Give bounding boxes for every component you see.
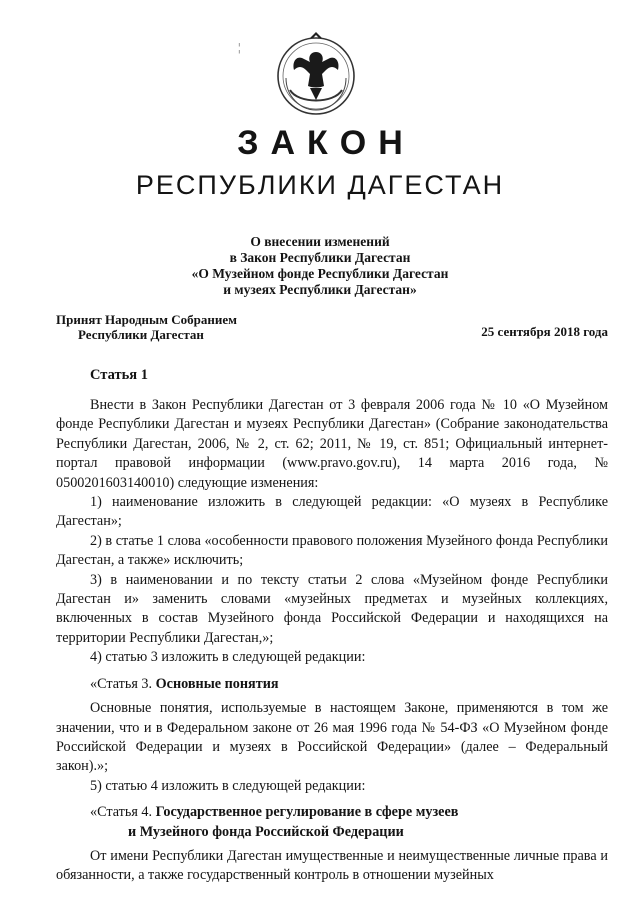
subtitle-line: «О Музейном фонде Республики Дагестан xyxy=(191,266,449,281)
paragraph: 4) статью 3 изложить в следующей редакции: xyxy=(90,649,366,666)
quoted-article-title: Государственное регулирование в сфере музеев xyxy=(155,804,459,821)
subtitle-line: О внесении изменений xyxy=(250,234,390,249)
adoption-line: Республики Дагестан xyxy=(78,327,204,342)
law-subtitle xyxy=(0,234,640,298)
article-body xyxy=(56,396,608,886)
paragraph: 3) в наименовании и по тексту статьи 2 слова «Музейном фонде Республики Дагестан и» заменить словами «музейных предметах и музейных коллекциях, включенных в состав Музейного фонда Российской Федерации и находящихся на территории Республики Дагестан,»; xyxy=(56,571,608,646)
quoted-article-heading xyxy=(56,675,608,694)
coat-of-arms-emblem xyxy=(270,30,362,118)
quoted-article-heading xyxy=(56,803,608,842)
paragraph: 1) наименование изложить в следующей редакции: «О музеях в Республике Дагестан»; xyxy=(56,494,608,530)
paragraph: Внести в Закон Республики Дагестан от 3 февраля 2006 года № 10 «О Музейном фонде Республики Дагестан и музеях Республики Дагестан» (Собрание законодательства Республики Дагестан, 2006, № 2, ст. 62; 2011, № 19, ст. 851; Официальный интернет-портал правовой информации (www.pravo.gov.ru), 14 марта 2016 года, № 0500201603140010) следующие изменения: xyxy=(56,397,608,491)
document-type-title: ЗАКОН xyxy=(237,124,415,162)
paragraph: От имени Республики Дагестан имущественные и неимущественные личные права и обязанности, а также государственный контроль в отношении музейных xyxy=(56,847,608,884)
quoted-article-number: «Статья 3. xyxy=(90,675,153,692)
quoted-article-number: «Статья 4. xyxy=(90,804,153,821)
adoption-line: Принят Народным Собранием xyxy=(56,312,238,327)
issuer-title: РЕСПУБЛИКИ ДАГЕСТАН xyxy=(135,170,505,200)
adoption-info xyxy=(56,312,237,342)
subtitle-line: в Закон Республики Дагестан xyxy=(229,250,411,265)
subtitle-line: и музеях Республики Дагестан» xyxy=(223,282,417,297)
paragraph: 2) в статье 1 слова «особенности правового положения Музейного фонда Республики Дагестан, а также» исключить; xyxy=(56,532,608,569)
paragraph: 5) статью 4 изложить в следующей редакции: xyxy=(90,777,366,794)
quoted-article-title: Основные понятия xyxy=(155,675,279,692)
quoted-article-title-continued: и Музейного фонда Российской Федерации xyxy=(128,823,404,840)
margin-mark: ¦ xyxy=(238,40,241,54)
adoption-date: 25 сентября 2018 года xyxy=(481,324,608,339)
article-heading: Статья 1 xyxy=(90,367,148,383)
paragraph: Основные понятия, используемые в настоящем Законе, применяются в том же значении, что и в Федеральном законе от 26 мая 1996 года № 54-ФЗ «О Музейном фонде Российской Федерации и музеях в Российской Федерации» (далее – Федеральный закон).»; xyxy=(56,700,608,775)
